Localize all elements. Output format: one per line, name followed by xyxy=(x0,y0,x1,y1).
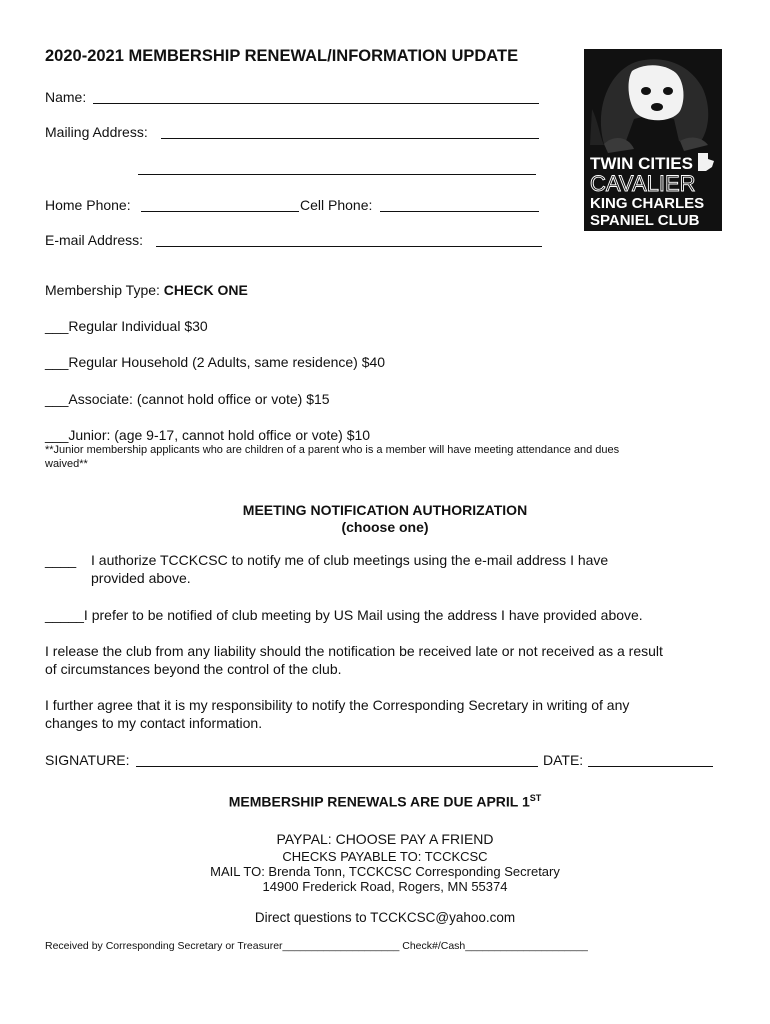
date-label: DATE: xyxy=(543,752,584,768)
renewals-due-sup: ST xyxy=(529,793,542,803)
check-one-text: CHECK ONE xyxy=(163,282,248,298)
notification-heading: MEETING NOTIFICATION AUTHORIZATION xyxy=(242,502,528,518)
release-line-1: I release the club from any liability should the notification be received late or not received as a result xyxy=(45,643,663,659)
questions-email: Direct questions to TCCKCSC@yahoo.com xyxy=(254,910,516,925)
notification-subheading: (choose one) xyxy=(341,519,429,535)
junior-note-line-1: **Junior membership applicants who are children of a parent who is a member will have meeting attendance and dues xyxy=(45,444,620,456)
home-phone-field[interactable] xyxy=(141,211,299,212)
membership-type-label xyxy=(45,282,248,298)
signature-label: SIGNATURE: xyxy=(45,752,130,768)
renewals-due-text: MEMBERSHIP RENEWALS ARE DUE APRIL 1 xyxy=(228,793,530,810)
release-line-2: of circumstances beyond the control of the club. xyxy=(45,661,342,677)
name-field[interactable] xyxy=(93,103,539,104)
mailing-address-field-2[interactable] xyxy=(138,174,536,175)
option-junior[interactable]: ___Junior: (age 9-17, cannot hold office or vote) $10 xyxy=(45,427,371,443)
paypal-text: PAYPAL: CHOOSE PAY A FRIEND xyxy=(276,831,494,847)
option-regular-household[interactable]: ___Regular Household (2 Adults, same residence) $40 xyxy=(45,354,386,370)
mail-option[interactable]: _____I prefer to be notified of club meeting by US Mail using the address I have provided above. xyxy=(45,607,643,623)
mailing-address-label: Mailing Address: xyxy=(45,124,148,140)
renewals-due xyxy=(0,793,770,810)
logo-line-4: SPANIEL CLUB xyxy=(590,212,700,229)
email-option-blank[interactable]: ____ xyxy=(45,552,77,568)
mail-address: 14900 Frederick Road, Rogers, MN 55374 xyxy=(262,879,508,894)
mail-to: MAIL TO: Brenda Tonn, TCCKCSC Corresponding Secretary xyxy=(210,864,560,879)
logo-line-2: CAVALIER xyxy=(590,171,696,196)
signature-field[interactable] xyxy=(136,766,538,767)
received-by-line: Received by Corresponding Secretary or Treasurer____________________ Check#/Cash_____________________ xyxy=(45,940,588,952)
home-phone-label: Home Phone: xyxy=(45,197,131,213)
mailing-address-field[interactable] xyxy=(161,138,539,139)
email-option-line-1: I authorize TCCKCSC to notify me of club meetings using the e-mail address I have xyxy=(91,552,609,568)
agree-line-2: changes to my contact information. xyxy=(45,715,263,731)
cell-phone-label: Cell Phone: xyxy=(300,197,373,213)
logo-line-1: TWIN CITIES xyxy=(590,154,693,173)
option-regular-individual[interactable]: ___Regular Individual $30 xyxy=(45,318,208,334)
agree-line-1: I further agree that it is my responsibility to notify the Corresponding Secretary in writing of any xyxy=(45,697,630,713)
email-field[interactable] xyxy=(156,246,542,247)
checks-payable: CHECKS PAYABLE TO: TCCKCSC xyxy=(282,849,488,864)
cell-phone-field[interactable] xyxy=(380,211,539,212)
logo-line-3: KING CHARLES xyxy=(590,195,705,212)
email-option-line-2: provided above. xyxy=(91,570,191,586)
membership-type-text: Membership Type: xyxy=(45,282,160,298)
option-associate[interactable]: ___Associate: (cannot hold office or vote) $15 xyxy=(45,391,330,407)
date-field[interactable] xyxy=(588,766,713,767)
name-label: Name: xyxy=(45,89,87,105)
form-title: 2020-2021 MEMBERSHIP RENEWAL/INFORMATION UPDATE xyxy=(45,47,519,65)
club-logo xyxy=(584,49,722,231)
email-label: E-mail Address: xyxy=(45,232,144,248)
junior-note-line-2: waived** xyxy=(45,458,88,470)
